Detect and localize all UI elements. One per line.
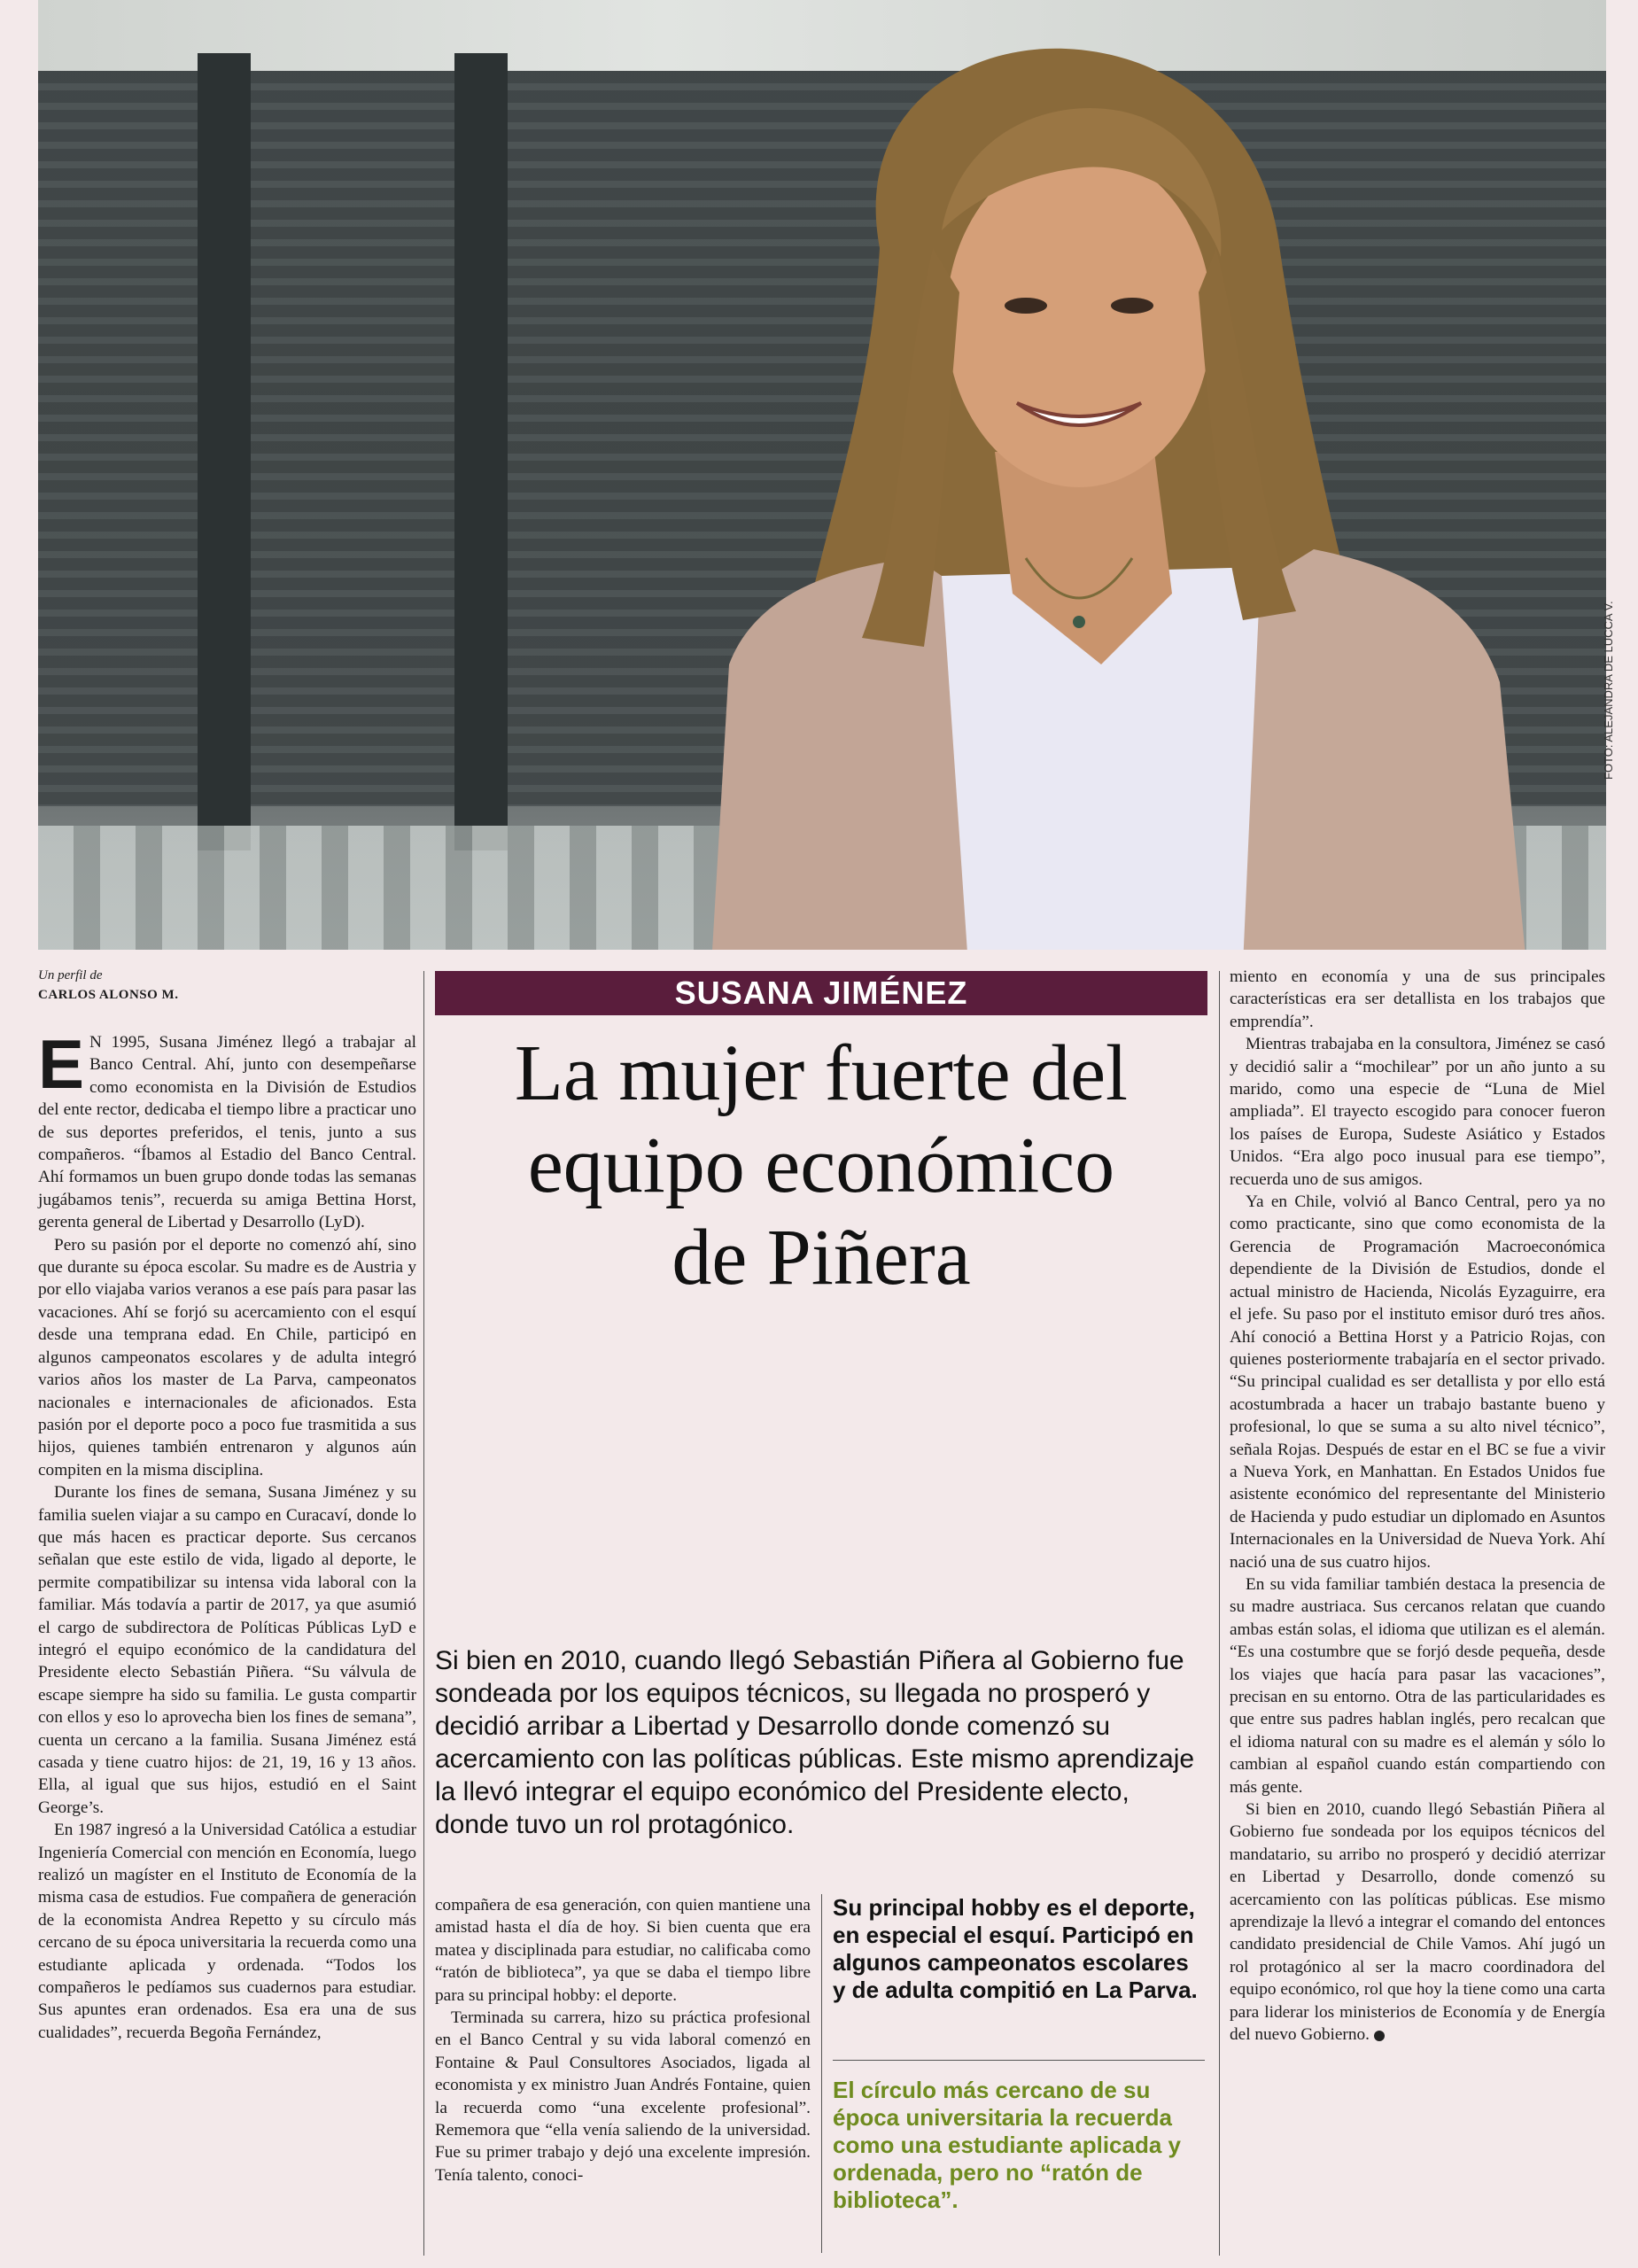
portrait-photo [38, 0, 1606, 950]
paragraph: Durante los fines de semana, Susana Jiménez y su familia suelen viajar a su campo en Curacaví, donde lo que más hacen es practicar deporte. Sus cercanos señalan que este estilo de vida, ligado al deporte, le permite compatibilizar su intensa vida laboral con la familiar. Más todavía a partir de 2017, ya que asumió el cargo de subdirectora de Políticas Públicas LyD e integró el equipo económico de la candidatura del Presidente electo Sebastián Piñera. “Su válvula de escape siempre ha sido su familia. Le gusta compartir con ellos y eso lo aprovecha bien los fines de semana”, cuenta un cercano a la familia. Susana Jiménez está casada y tiene cuatro hijos: de 21, 19, 16 y 13 años. Ella, al igual que sus hijos, estudió en el Saint George’s. [38, 1483, 416, 1817]
drop-cap: E [38, 1025, 85, 1103]
byline-author: CARLOS ALONSO M. [38, 988, 179, 1002]
headline-line: de Piñera [672, 1214, 971, 1301]
deck-summary: Si bien en 2010, cuando llegó Sebastián Piñera al Gobierno fue sondeada por los equipos técnicos, su llegada no prosperó y decidió arribar a Libertad y Desarrollo donde comenzó su acercamiento con las políticas públicas. Este mismo aprendizaje la llevó integrar el equipo económico del Presidente electo, donde tuvo un rol protagónico. [435, 1646, 1195, 1839]
paragraph-text: Si bien en 2010, cuando llegó Sebastián Piñera al Gobierno fue sondeada por los equipos técnicos del mandatario, su arribo no prosperó y decidió aterrizar en Libertad y Desarrollo, donde comenzó su acercamiento con las políticas públicas. Ese mismo aprendizaje la llevó a integrar el comando del entonces candidato presidencial de Chile Vamos. Ahí jugó un rol protagónico al ser la macro coordinadora del equipo económico, rol que hoy la tiene como una carta para liderar los ministerios de Economía y de Energía del nuevo Gobierno. [1230, 1800, 1605, 2045]
headline-line: La mujer fuerte del [514, 1029, 1129, 1117]
byline [38, 966, 178, 1005]
paragraph: miento en economía y una de sus principales características era ser detallista en los trabajos que emprendía”. [1230, 967, 1605, 1031]
paragraph: En 1987 ingresó a la Universidad Católica a estudiar Ingeniería Comercial con mención en Economía, luego realizó un magíster en el Instituto de Economía de la misma casa de estudios. Fue compañera de generación de la economista Andrea Repetto y su círculo más cercano de su época universitaria la recuerda como una estudiante aplicada y ordenada. “Todos los compañeros le pedíamos sus cuadernos para estudiar. Sus apuntes eran ordenados. Esa era una de sus cualidades”, recuerda Begoña Fernández, [38, 1821, 416, 2042]
article-column-1 [38, 1025, 416, 2044]
paragraph: Ya en Chile, volvió al Banco Central, pero ya no como practicante, sino que como economista de la Gerencia de Programación Macroeconómica dependiente de la División de Estudios, donde el actual ministro de Hacienda, Nicolás Eyzaguirre, era el jefe. Su paso por el instituto emisor duró tres años. Ahí conoció a Bettina Horst y a Patricio Rojas, con quienes posteriormente trabajaría en el sector privado. “Su principal cualidad es ser detallista y por ello está acostumbrada a hacer un trabajo bastante bueno y profesional, lo que se suma a su alto nivel técnico”, señala Rojas. Después de estar en el BC se fue a vivir a Nueva York, en Manhattan. En Estados Unidos fue asistente económico del representante del Ministerio de Hacienda y pudo estudiar un diplomado en Asuntos Internacionales en la Universidad de Nueva York. Ahí nació una de sus cuatro hijos. [1230, 1192, 1605, 1572]
article-column-2 [435, 1894, 811, 2186]
paragraph: Pero su pasión por el deporte no comenzó ahí, sino que durante su época escolar. Su madre es de Austria y por ello viajaba varios veranos a ese país para pasar las vacaciones. Ahí se forjó su acercamiento con el esquí desde una temprana edad. En Chile, participó en algunos campeonatos escolares y de adulta integró varios años los master de La Parva, campeonatos nacionales e internacionales de aficionados. Esta pasión por el deporte poco a poco fue trasmitida a sus hijos, quienes también entrenaron y algunos aún compiten en la misma disciplina. [38, 1235, 416, 1480]
paragraph-text: N 1995, Susana Jiménez llegó a trabajar al Banco Central. Ahí, junto con desempeñarse como economista en la División de Estudios del ente rector, dedicaba el tiempo libre a practicar uno de sus deportes preferidos, el tenis, junto a sus compañeros. “Íbamos al Estadio del Banco Central. Ahí formamos un buen grupo donde todas las semanas jugábamos tenis”, recuerda su amiga Bettina Horst, gerenta general de Libertad y Desarrollo (LyD). [38, 1033, 416, 1232]
headline [435, 1028, 1207, 1304]
article-column-3 [1230, 966, 1605, 2047]
photo-post [454, 53, 508, 850]
paragraph: En su vida familiar también destaca la presencia de su madre austriaca. Sus cercanos relatan que cuando ambas están solas, el idioma que utilizan es el alemán. “Es una costumbre que se forjó desde pequeña, desde los viajes que hacía para pasar las vacaciones”, precisan en su entorno. Otra de las particularidades es que entre sus padres hablan inglés, pero recalcan que el idioma natural con su madre es el alemán y sólo lo cambian al español cuando están compartiendo con más gente. [1230, 1574, 1605, 1797]
pull-quote-university: El círculo más cercano de su época universitaria la recuerda como una estudiante aplicada y ordenada, pero no “ratón de biblioteca”. [833, 2077, 1181, 2213]
pull-quote-hobby: Su principal hobby es el deporte, en especial el esquí. Participó en algunos campeonatos escolares y de adulta compitió en La Parva. [833, 1894, 1198, 2003]
paragraph [1230, 1798, 1605, 2046]
kicker-name-banner: SUSANA JIMÉNEZ [435, 971, 1207, 1015]
column-divider [423, 971, 424, 2256]
paragraph: compañera de esa generación, con quien mantiene una amistad hasta el día de hoy. Si bien cuenta que era matea y disciplinada para estudiar, no calificaba como “ratón de biblioteca”, ya que se daba el tiempo libre para su principal hobby: el deporte. [435, 1896, 811, 2005]
pull-quote-divider [833, 2060, 1205, 2061]
woman-portrait-figure [676, 27, 1526, 950]
paragraph: Mientras trabajaba en la consultora, Jiménez se casó y decidió salir a “mochilear” por un año junto a su marido, como una especie de “Luna de Miel ampliada”. El trayecto escogido para conocer fueron los países de Europa, Sudeste Asiático y Estados Unidos. “Era algo poco inusual para ese tiempo”, recuerda uno de sus amigos. [1230, 1035, 1605, 1189]
paragraph [38, 1025, 416, 1234]
photo-post [198, 53, 251, 850]
end-of-article-icon [1374, 2031, 1385, 2041]
headline-line: equipo económico [527, 1122, 1115, 1209]
paragraph: Terminada su carrera, hizo su práctica profesional en el Banco Central y su vida laboral comenzó en Fontaine & Paul Consultores Asociados, ligada al economista y ex ministro Juan Andrés Fontaine, quien la recuerda como “una excelente profesional”. Rememora que “ella venía saliendo de la universidad. Fue su primer trabajo y dejó una excelente impresión. Tenía talento, conoci- [435, 2008, 811, 2185]
column-divider [821, 1894, 822, 2253]
byline-intro: Un perfil de [38, 968, 103, 983]
column-divider [1219, 971, 1220, 2256]
photo-credit: FOTO: ALEJANDRA DE LUCCA V. [1602, 601, 1615, 780]
